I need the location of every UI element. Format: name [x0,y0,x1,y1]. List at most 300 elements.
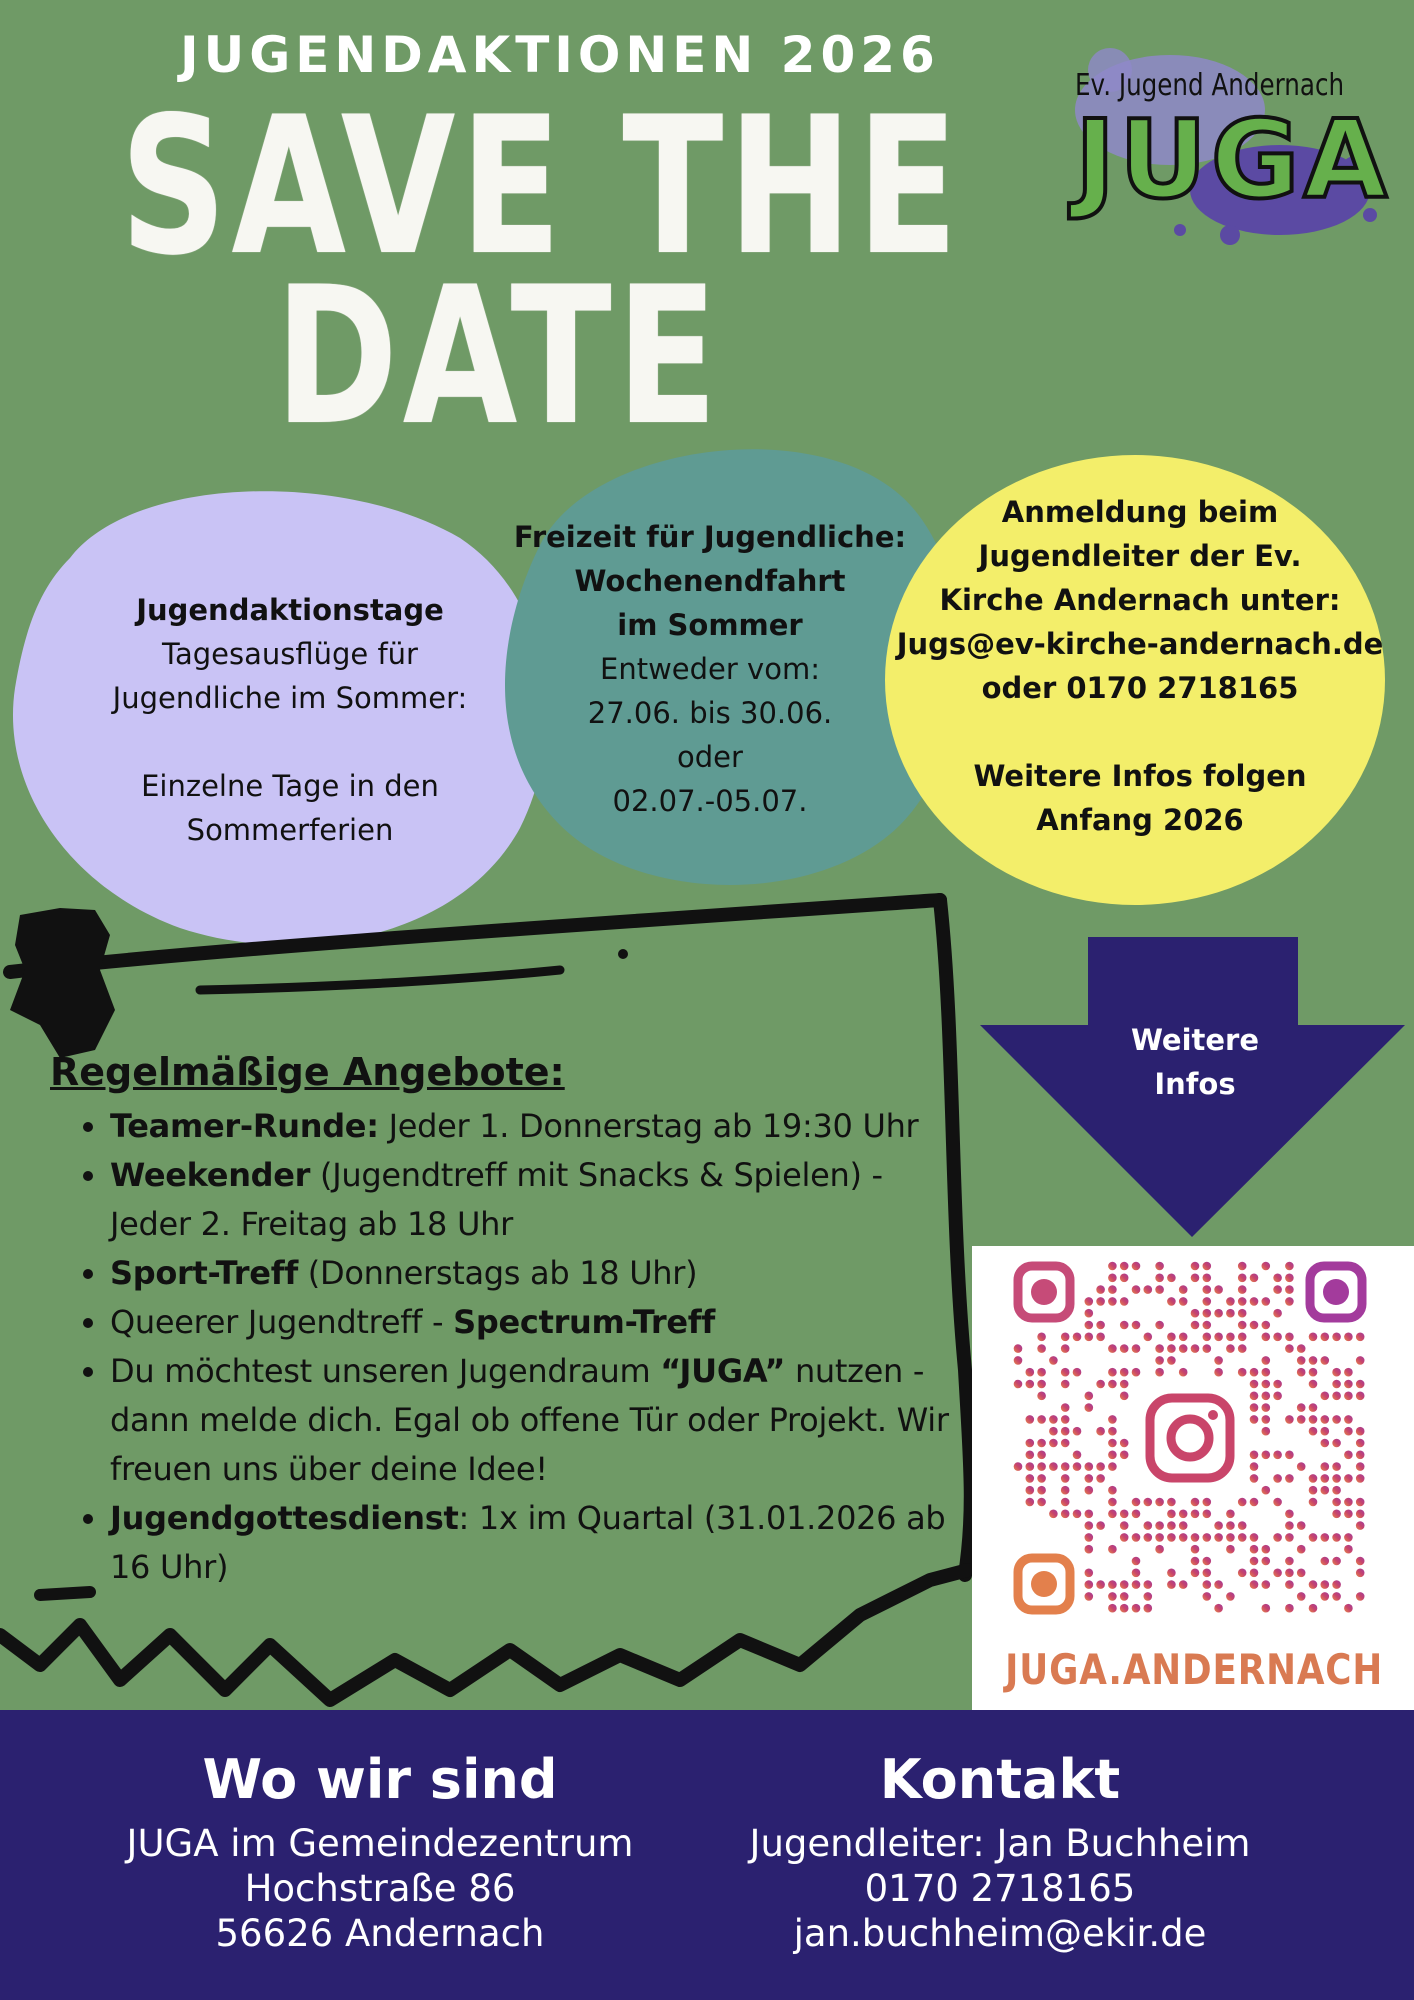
qr-module [1238,1521,1247,1530]
qr-module [1332,1380,1341,1389]
qr-module [1037,1333,1046,1342]
qr-module [1226,1344,1235,1353]
qr-module [1203,1510,1212,1519]
qr-module [1356,1439,1365,1448]
list-item [110,1151,970,1249]
qr-module [1321,1580,1330,1589]
footer-location [60,1748,700,1956]
qr-module [1238,1274,1247,1283]
qr-module [1262,1451,1271,1460]
qr-module [1238,1344,1247,1353]
qr-module [1297,1521,1306,1530]
qr-module [1120,1439,1129,1448]
qr-module [1144,1533,1153,1542]
qr-module [1285,1604,1294,1613]
qr-module [1167,1297,1176,1306]
blob-middle-title1: Freizeit für Jugendliche: [513,520,907,554]
qr-module [1332,1474,1341,1483]
qr-module [1262,1580,1271,1589]
qr-module [1203,1274,1212,1283]
qr-module [1344,1545,1353,1554]
location-line1: JUGA im Gemeindezentrum [126,1822,634,1865]
qr-module [1332,1486,1341,1495]
qr-module [1061,1427,1070,1436]
blob-left-text [60,588,520,852]
offer-name: Spectrum-Treff [453,1303,715,1341]
qr-module [1203,1569,1212,1578]
qr-module [1309,1533,1318,1542]
qr-module [1321,1462,1330,1471]
qr-module [1144,1580,1153,1589]
qr-module [1332,1592,1341,1601]
blob-left-line2: Jugendliche im Sommer: [112,681,468,715]
qr-module [1061,1403,1070,1412]
qr-module [1356,1521,1365,1530]
qr-module [1262,1557,1271,1566]
qr-module [1203,1592,1212,1601]
qr-module [1037,1380,1046,1389]
list-item [110,1102,970,1151]
qr-module [1285,1557,1294,1566]
qr-module [1108,1368,1117,1377]
offer-detail: (Jugendtreff mit Snacks & Spielen) - Jeder 2. Freitag ab 18 Uhr [110,1156,883,1243]
offer-prefix: Queerer Jugendtreff - [110,1303,454,1341]
qr-module [1085,1521,1094,1530]
qr-module [1285,1533,1294,1542]
qr-module [1332,1439,1341,1448]
qr-module [1238,1498,1247,1507]
qr-module [1297,1592,1306,1601]
qr-module [1085,1297,1094,1306]
qr-module [1262,1368,1271,1377]
qr-module [1096,1521,1105,1530]
registration-email[interactable]: Jugs@ev-kirche-andernach.de [896,627,1384,661]
qr-module [1085,1333,1094,1342]
qr-module [1309,1356,1318,1365]
qr-module [1108,1498,1117,1507]
qr-module [1356,1474,1365,1483]
qr-module [1214,1604,1223,1613]
qr-module [1285,1333,1294,1342]
offer-detail: : 1x im Quartal (31.01.2026 ab 16 Uhr) [110,1499,946,1586]
qr-module [1073,1333,1082,1342]
qr-module [1167,1510,1176,1519]
qr-module [1356,1569,1365,1578]
qr-module [1238,1309,1247,1318]
qr-module [1014,1344,1023,1353]
registration-phone[interactable]: oder 0170 2718165 [981,671,1299,705]
qr-module [1332,1333,1341,1342]
qr-module [1026,1380,1035,1389]
qr-module [1061,1380,1070,1389]
qr-module [1191,1533,1200,1542]
qr-module [1250,1415,1259,1424]
qr-module [1238,1297,1247,1306]
qr-module [1250,1403,1259,1412]
qr-module [1108,1415,1117,1424]
qr-module [1155,1285,1164,1294]
qr-module [1250,1569,1259,1578]
qr-module [1096,1297,1105,1306]
location-city: 56626 Andernach [215,1912,545,1955]
qr-module [1262,1333,1271,1342]
qr-module [1179,1368,1188,1377]
qr-module [1026,1415,1035,1424]
qr-module [1037,1474,1046,1483]
qr-module [1285,1285,1294,1294]
qr-module [1285,1344,1294,1353]
qr-module [1132,1580,1141,1589]
qr-module [1321,1439,1330,1448]
footer-contact [700,1748,1300,1956]
qr-module [1061,1474,1070,1483]
qr-module [1132,1533,1141,1542]
qr-module [1250,1498,1259,1507]
blob-middle-line2: 27.06. bis 30.06. [587,696,833,730]
qr-module [1155,1344,1164,1353]
qr-module [1096,1580,1105,1589]
offer-name: Weekender [110,1156,311,1194]
qr-module [1108,1380,1117,1389]
qr-module [1155,1274,1164,1283]
qr-module [1061,1462,1070,1471]
qr-module [1356,1462,1365,1471]
qr-module [1203,1498,1212,1507]
qr-module [1250,1557,1259,1566]
arrow-label [1085,1018,1305,1106]
qr-module [1332,1462,1341,1471]
qr-module [1356,1510,1365,1519]
save-the-date-title-line1: SAVE THE [120,76,963,297]
qr-module [1356,1451,1365,1460]
qr-module [1344,1510,1353,1519]
qr-module [1120,1392,1129,1401]
blob-middle-line4: 02.07.-05.07. [612,784,808,818]
qr-module [1214,1309,1223,1318]
qr-module [1203,1580,1212,1589]
qr-module [1285,1451,1294,1460]
qr-module [1309,1604,1318,1613]
qr-module [1026,1368,1035,1377]
blob-left-line3: Einzelne Tage in den [141,769,439,803]
qr-module [1191,1321,1200,1330]
qr-module [1321,1474,1330,1483]
qr-module [1167,1274,1176,1283]
qr-module [1191,1344,1200,1353]
qr-module [1061,1333,1070,1342]
contact-phone[interactable]: 0170 2718165 [864,1867,1136,1910]
qr-module [1096,1474,1105,1483]
qr-module [1344,1380,1353,1389]
qr-module [1037,1462,1046,1471]
qr-module [1132,1498,1141,1507]
qr-module [1073,1368,1082,1377]
qr-module [1309,1368,1318,1377]
logo-subtitle: Ev. Jugend Andernach [1075,68,1345,103]
qr-module [1356,1356,1365,1365]
qr-module [1214,1285,1223,1294]
qr-module [1356,1498,1365,1507]
qr-module [1203,1321,1212,1330]
blob-right-text [890,490,1390,842]
qr-module [1026,1451,1035,1460]
qr-module [1167,1333,1176,1342]
qr-module [1108,1604,1117,1613]
qr-module [1037,1344,1046,1353]
qr-module [1120,1321,1129,1330]
qr-module [1285,1297,1294,1306]
qr-module [1285,1274,1294,1283]
qr-module [1273,1333,1282,1342]
qr-module [1085,1321,1094,1330]
qr-module [1179,1344,1188,1353]
qr-module [1262,1604,1271,1613]
qr-module [1167,1521,1176,1530]
qr-module [1226,1521,1235,1530]
qr-module [1238,1533,1247,1542]
qr-module [1191,1309,1200,1318]
qr-module [1297,1415,1306,1424]
qr-module [1108,1451,1117,1460]
qr-module [1321,1533,1330,1542]
qr-module [1321,1592,1330,1601]
qr-module [1120,1344,1129,1353]
qr-module [1273,1451,1282,1460]
qr-module [1203,1262,1212,1271]
instagram-handle[interactable]: JUGA.ANDERNACH [1005,1645,1384,1694]
instagram-qr-card[interactable] [972,1246,1414,1710]
qr-module [1167,1356,1176,1365]
blob-middle-title2: Wochenendfahrt [574,564,846,598]
qr-module [1273,1569,1282,1578]
qr-module [1191,1498,1200,1507]
qr-module [1120,1297,1129,1306]
qr-module [1191,1557,1200,1566]
contact-person: Jugendleiter: Jan Buchheim [749,1822,1251,1865]
qr-module [1085,1486,1094,1495]
qr-module [1085,1569,1094,1578]
save-the-date-title-line2: DATE [275,246,723,467]
qr-module [1297,1545,1306,1554]
qr-module [1297,1356,1306,1365]
qr-module [1262,1321,1271,1330]
qr-module [1026,1439,1035,1448]
qr-module [1037,1498,1046,1507]
qr-module [1297,1462,1306,1471]
qr-module [1356,1592,1365,1601]
blob-right-line3: Kirche Andernach unter: [939,583,1341,617]
qr-module [1073,1510,1082,1519]
qr-module [1332,1580,1341,1589]
list-item [110,1249,970,1298]
qr-module [1214,1580,1223,1589]
qr-module [1262,1403,1271,1412]
qr-module [1179,1510,1188,1519]
qr-module [1155,1262,1164,1271]
qr-module [1273,1380,1282,1389]
qr-module [1085,1462,1094,1471]
qr-module [1191,1262,1200,1271]
qr-module [1120,1533,1129,1542]
blob-right-line7: Anfang 2026 [1036,803,1244,837]
qr-module [1203,1333,1212,1342]
qr-module [1037,1451,1046,1460]
qr-module [1132,1285,1141,1294]
qr-module [1273,1533,1282,1542]
offer-detail: nutzen - dann melde dich. Egal ob offene Tür oder Projekt. Wir freuen uns über deine Idee! [110,1352,949,1488]
qr-module [1344,1368,1353,1377]
contact-email[interactable]: jan.buchheim@ekir.de [793,1912,1207,1955]
qr-module [1203,1285,1212,1294]
qr-module [1179,1297,1188,1306]
qr-module [1273,1392,1282,1401]
qr-module [1250,1321,1259,1330]
qr-module [1344,1427,1353,1436]
qr-module [1214,1333,1223,1342]
qr-module [1273,1274,1282,1283]
qr-module [1344,1604,1353,1613]
qr-code-icon[interactable] [972,1246,1414,1646]
qr-module [1155,1533,1164,1542]
qr-module [1120,1510,1129,1519]
qr-module [1332,1498,1341,1507]
qr-module [1132,1569,1141,1578]
qr-module [1108,1262,1117,1271]
qr-module [1344,1451,1353,1460]
qr-module [1273,1285,1282,1294]
regular-offers [50,1050,970,1592]
qr-module [1214,1533,1223,1542]
qr-module [1309,1580,1318,1589]
blob-left-line1: Tagesausflüge für [162,637,418,671]
qr-module [1262,1486,1271,1495]
qr-module [1321,1392,1330,1401]
offer-detail: (Donnerstags ab 18 Uhr) [297,1254,698,1292]
qr-module [1250,1545,1259,1554]
qr-module [1132,1262,1141,1271]
list-item [110,1347,970,1494]
qr-module [1321,1333,1330,1342]
offer-detail: Jeder 1. Donnerstag ab 19:30 Uhr [378,1107,919,1145]
offer-prefix: Du möchtest unseren Jugendraum [110,1352,661,1390]
qr-module [1037,1439,1046,1448]
qr-module [1061,1415,1070,1424]
qr-module [1321,1356,1330,1365]
qr-module [1061,1439,1070,1448]
qr-module [1191,1274,1200,1283]
qr-module [1285,1262,1294,1271]
qr-module [1203,1297,1212,1306]
event-kicker: JUGENDAKTIONEN 2026 [180,26,940,84]
qr-module [1179,1580,1188,1589]
qr-module [1026,1498,1035,1507]
qr-module [1238,1321,1247,1330]
qr-module [1061,1510,1070,1519]
qr-module [1085,1533,1094,1542]
qr-module [1262,1392,1271,1401]
qr-module [1132,1510,1141,1519]
qr-module [1250,1380,1259,1389]
qr-module [1108,1580,1117,1589]
blob-left-line4: Sommerferien [186,813,394,847]
qr-module [1120,1262,1129,1271]
qr-module [1037,1368,1046,1377]
qr-module [1226,1333,1235,1342]
qr-module [1238,1368,1247,1377]
qr-module [1132,1368,1141,1377]
logo-wordmark: JUGA [1075,98,1392,223]
qr-module [1155,1356,1164,1365]
qr-module [1014,1462,1023,1471]
qr-module [1309,1415,1318,1424]
qr-module [1250,1474,1259,1483]
qr-module [1262,1262,1271,1271]
qr-module [1250,1392,1259,1401]
qr-module [1026,1462,1035,1471]
qr-module [1085,1392,1094,1401]
qr-module [1120,1521,1129,1530]
qr-module [1155,1498,1164,1507]
qr-module [1108,1510,1117,1519]
qr-module [1297,1403,1306,1412]
blob-right-line1: Anmeldung beim [1001,495,1279,529]
qr-module [1226,1510,1235,1519]
qr-module [1167,1580,1176,1589]
qr-module [1049,1356,1058,1365]
qr-module [1049,1415,1058,1424]
qr-module [1191,1510,1200,1519]
list-item [110,1298,970,1347]
qr-module [1144,1333,1153,1342]
qr-module [1132,1344,1141,1353]
offers-heading: Regelmäßige Angebote: [50,1050,565,1094]
qr-module [1061,1368,1070,1377]
offer-name: Jugendgottesdienst [110,1499,459,1537]
qr-module [1344,1533,1353,1542]
qr-module [1214,1521,1223,1530]
arrow-label-line1: Weitere [1130,1023,1260,1057]
qr-module [1262,1297,1271,1306]
qr-module [1191,1569,1200,1578]
qr-module [1262,1545,1271,1554]
qr-module [1203,1309,1212,1318]
qr-module [1167,1533,1176,1542]
qr-module [1096,1427,1105,1436]
qr-module [1167,1498,1176,1507]
qr-module [1273,1309,1282,1318]
qr-module [1144,1498,1153,1507]
qr-module [1309,1380,1318,1389]
qr-module [1344,1474,1353,1483]
offer-name: Teamer-Runde: [110,1107,379,1145]
qr-module [1238,1285,1247,1294]
qr-module [1285,1580,1294,1589]
qr-module [1167,1569,1176,1578]
qr-module [1085,1580,1094,1589]
qr-module [1262,1427,1271,1436]
qr-module [1120,1604,1129,1613]
qr-module [1262,1380,1271,1389]
blob-right-line6: Weitere Infos folgen [973,759,1307,793]
qr-module [1073,1462,1082,1471]
qr-module [1321,1557,1330,1566]
qr-module [1356,1392,1365,1401]
qr-module [1085,1309,1094,1318]
qr-module [1309,1403,1318,1412]
qr-module [1085,1403,1094,1412]
qr-module [1085,1592,1094,1601]
blob-middle-line1: Entweder vom: [600,652,820,686]
